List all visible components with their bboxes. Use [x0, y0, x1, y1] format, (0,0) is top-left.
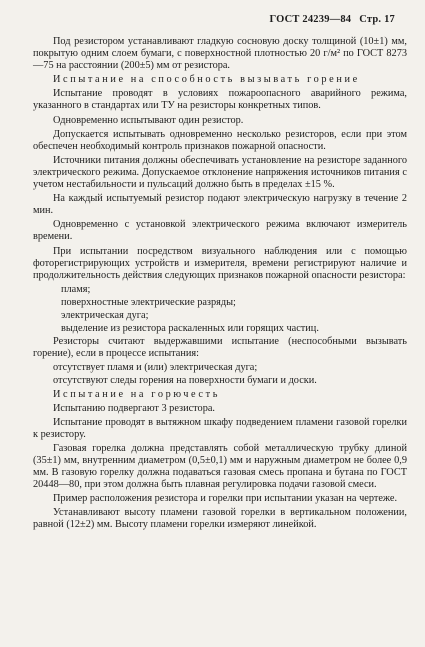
paragraph: Пример расположения резистора и горелки при испытании указан на чертеже.: [53, 493, 398, 505]
paragraph: Испытанию подвергают 3 резистора.: [53, 402, 215, 414]
paragraph: Одновременно испытывают один резистор.: [53, 114, 244, 126]
paragraph: Резисторы считают выдержавшими испытание (неспособными вызывать горение), если в процессе испытания:: [33, 336, 407, 360]
section-heading: Испытание на горючесть: [53, 388, 220, 400]
paragraph: При испытании посредством визуального наблюдения или с помощью фоторегистрирующих устройств и измерителя, времени регистрируют наличие и продолжительность действия следующих признаков пожарной опасности резистора:: [33, 245, 407, 281]
paragraph: Под резистором устанавливают гладкую сосновую доску толщиной (10±1) мм, покрытую одним слоем бумаги, с поверхностной плотностью 20 г/м² по ГОСТ 8273—75 на расстоянии (200±5) мм от резистора.: [33, 36, 407, 72]
paragraph: Газовая горелка должна представлять собой металлическую трубку длиной (35±1) мм, внутренним диаметром (0,5±0,1) мм и наружным диаметром не более 0,9 мм. В газовую горелку должна подаваться газовая смесь пропана и бутана по ГОСТ 20448—80, при этом должна быть плавная регулировка подачи газовой смеси.: [33, 442, 407, 491]
paragraph: На каждый испытуемый резистор подают электрическую нагрузку в течение 2 мин.: [33, 193, 407, 217]
list-item: поверхностные электрические разряды;: [61, 296, 236, 308]
paragraph: Источники питания должны обеспечивать установление на резисторе заданного электрического режима. Допускаемое отклонение напряжения источников питания с учетом нестабильности и пульсаций должно быть в пределах ±15 %.: [33, 154, 407, 191]
list-item: выделение из резистора раскаленных или горящих частиц.: [61, 323, 319, 335]
list-item: электрическая дуга;: [61, 309, 149, 321]
standard-number: ГОСТ 24239—84: [269, 14, 352, 25]
page-number: Стр. 17: [359, 14, 395, 25]
page-header: [269, 14, 395, 25]
document-body: [33, 36, 407, 534]
list-item: отсутствуют следы горения на поверхности бумаги и доски.: [53, 375, 317, 387]
list-item: отсутствует пламя и (или) электрическая дуга;: [53, 362, 258, 374]
section-heading: Испытание на способность вызывать горение: [53, 74, 360, 86]
paragraph: Устанавливают высоту пламени газовой горелки в вертикальном положении, равной (12±2) мм. Высоту пламени горелки измеряют линейкой.: [33, 507, 407, 531]
paragraph: Испытание проводят в вытяжном шкафу подведением пламени газовой горелки к резистору.: [33, 416, 407, 440]
paragraph: Допускается испытывать одновременно несколько резисторов, если при этом обеспечен необходимый контроль признаков пожарной опасности.: [33, 128, 407, 152]
list-item: пламя;: [61, 283, 91, 295]
paragraph: Одновременно с установкой электрического режима включают измеритель времени.: [33, 219, 407, 243]
paragraph: Испытание проводят в условиях пожароопасного аварийного режима, указанного в стандартах или ТУ на резисторы конкретных типов.: [33, 88, 407, 112]
